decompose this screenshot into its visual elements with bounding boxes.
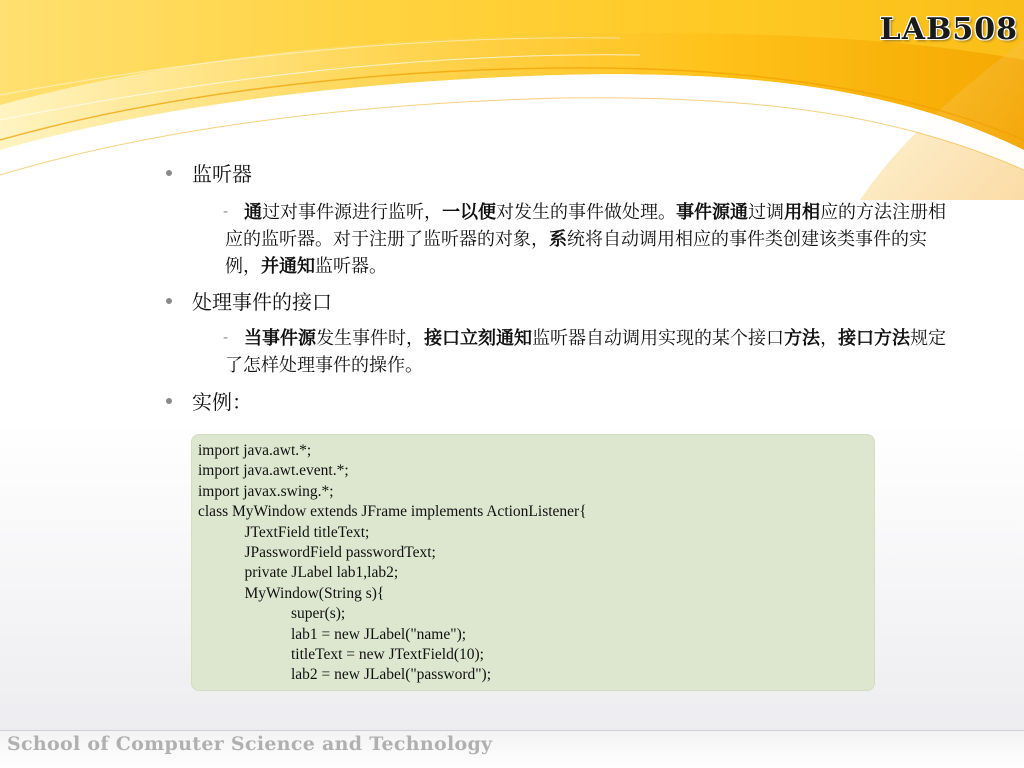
- code-line: JPasswordField passwordText;: [198, 543, 436, 561]
- body-text: 应的方法注册相应的监听器。对于注册了监听器的对象，: [225, 202, 947, 250]
- sub-dash-icon: -: [223, 330, 229, 346]
- emphasis-text: 事件源通: [676, 202, 749, 223]
- emphasis-text: 系: [549, 229, 567, 250]
- code-line: import java.awt.*;: [198, 442, 312, 459]
- body-text: 发生事件时，: [316, 328, 425, 349]
- code-line: import javax.swing.*;: [198, 482, 334, 500]
- bullet-example: [160, 386, 252, 415]
- body-text: 对发生的事件做处理。: [496, 202, 677, 223]
- emphasis-text: 当事件源: [244, 328, 317, 349]
- emphasis-text: 并通知: [261, 256, 315, 277]
- body-text: 过调: [748, 202, 785, 223]
- body-text: 过对事件源进行监听，: [262, 202, 443, 223]
- code-line: JTextField titleText;: [198, 523, 370, 541]
- code-line: titleText = new JTextField(10);: [198, 645, 484, 663]
- code-line: MyWindow(String s){: [198, 584, 385, 602]
- bullet-listener: [160, 158, 252, 187]
- code-line: lab1 = new JLabel("name");: [198, 625, 467, 643]
- footer-school-name: School of Computer Science and Technology: [7, 733, 493, 755]
- emphasis-text: 通: [244, 202, 263, 223]
- body-text: 监听器自动调用实现的某个接口: [532, 328, 785, 349]
- code-line: private JLabel lab1,lab2;: [198, 564, 399, 582]
- emphasis-text: 一以便: [442, 202, 497, 223]
- body-text: 规定了怎样处理事件的操作。: [225, 328, 947, 376]
- bullet-listener-label: 监听器: [192, 162, 252, 186]
- body-text: ，: [820, 328, 839, 349]
- bullet-interface: [160, 286, 332, 315]
- body-text: 统将自动调用相应的事件类创建该类事件的实例，: [225, 229, 927, 277]
- bullet-dot-icon: [166, 398, 172, 404]
- code-line: class MyWindow extends JFrame implements ActionListener{: [198, 503, 587, 521]
- interface-description: [225, 325, 955, 379]
- bullet-dot-icon: [166, 298, 172, 304]
- body-text: 监听器。: [315, 256, 387, 277]
- emphasis-text: 接口立刻通知: [424, 328, 533, 349]
- code-line: super(s);: [198, 605, 346, 623]
- code-line: lab2 = new JLabel("password");: [198, 666, 492, 684]
- listener-description: [225, 199, 955, 280]
- code-block: [191, 434, 875, 691]
- bullet-example-label: 实例：: [192, 390, 252, 414]
- sub-dash-icon: -: [223, 204, 229, 220]
- bullet-interface-label: 处理事件的接口: [192, 290, 332, 314]
- code-line: import java.awt.event.*;: [198, 462, 349, 480]
- emphasis-text: 用相: [784, 202, 821, 223]
- emphasis-text: 方法: [784, 328, 821, 349]
- bullet-dot-icon: [166, 170, 172, 176]
- lab-logo: LAB508: [879, 12, 1018, 47]
- emphasis-text: 接口方法: [838, 328, 911, 349]
